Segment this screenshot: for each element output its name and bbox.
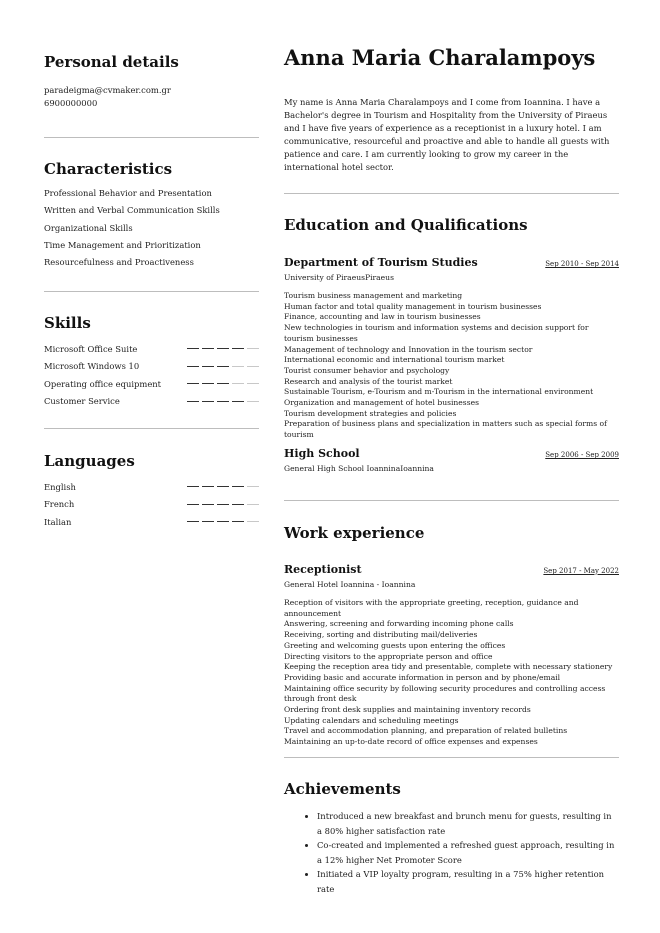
detail-line: Organization and management of hotel businesses	[284, 398, 479, 408]
level-dash-filled	[217, 521, 229, 522]
characteristic-item: Written and Verbal Communication Skills	[44, 205, 220, 216]
level-dash-empty	[232, 366, 244, 367]
language-label: French	[44, 499, 75, 510]
level-dash-filled	[217, 486, 229, 487]
level-dash-empty	[247, 401, 259, 402]
work-entry	[284, 563, 619, 748]
skill-row	[44, 375, 259, 393]
level-dash-empty	[247, 486, 259, 487]
level-dash-filled	[202, 486, 214, 487]
entry-details	[284, 291, 619, 441]
level-dash-filled	[232, 348, 244, 349]
level-dash-filled	[202, 401, 214, 402]
detail-line: Greeting and welcoming guests upon entering the offices	[284, 640, 506, 650]
language-row	[44, 478, 259, 496]
level-dash-filled	[217, 401, 229, 402]
characteristic-item: Professional Behavior and Presentation	[44, 188, 212, 198]
skill-row	[44, 340, 259, 358]
candidate-name: Anna Maria Charalampoys	[284, 45, 596, 70]
achievements-heading: Achievements	[284, 780, 401, 798]
level-dash-empty	[247, 521, 259, 522]
divider	[284, 757, 619, 758]
level-dash-filled	[187, 366, 199, 367]
detail-line: Management of technology and Innovation in the tourism sector	[284, 344, 533, 354]
level-dash-filled	[187, 521, 199, 522]
skills-list	[44, 340, 259, 410]
divider	[284, 500, 619, 501]
level-dash-filled	[202, 348, 214, 349]
detail-line: Human factor and total quality management in tourism businesses	[284, 301, 542, 311]
level-dash-empty	[247, 366, 259, 367]
detail-line: Providing basic and accurate information in person and by phone/email	[284, 672, 561, 682]
work-heading: Work experience	[284, 524, 425, 542]
level-dash-filled	[187, 383, 199, 384]
languages-heading: Languages	[44, 452, 135, 470]
divider	[284, 193, 619, 194]
detail-line: New technologies in tourism and information systems and decision support for tourism businesses	[284, 323, 589, 343]
entry-institution: General High School IoanninaIoannina	[284, 464, 434, 473]
profile-summary: My name is Anna Maria Charalampoys and I come from Ioannina. I have a Bachelor's degree in Tourism and Hospitality from the University of Piraeus and I have five years of experience as a receptionist in a luxury hotel. I am communicative, resourceful and proactive and able to handle all guests with patience and care. I am currently looking to grow my career in the international hotel sector.	[284, 97, 610, 172]
detail-line: Preparation of business plans and specialization in matters such as special forms of tourism	[284, 419, 607, 440]
skill-level-meter	[187, 348, 259, 349]
entry-institution: University of PiraeusPiraeus	[284, 273, 394, 282]
level-dash-filled	[202, 383, 214, 384]
skill-level-meter	[187, 401, 259, 402]
level-dash-empty	[232, 383, 244, 384]
education-entry	[284, 256, 619, 441]
skill-label: Operating office equipment	[44, 378, 162, 389]
detail-line: Maintaining office security by following security procedures and controlling access through front desk	[284, 683, 606, 704]
skills-heading: Skills	[44, 314, 91, 332]
language-row	[44, 496, 259, 514]
detail-line: Ordering front desk supplies and maintaining inventory records	[284, 705, 531, 715]
characteristics-list	[44, 188, 259, 274]
detail-line: Tourist consumer behavior and psychology	[284, 365, 450, 375]
characteristic-item: Resourcefulness and Proactiveness	[44, 257, 194, 268]
detail-line: Tourism business management and marketing	[284, 291, 463, 300]
education-heading: Education and Qualifications	[284, 216, 528, 234]
level-dash-filled	[202, 504, 214, 505]
languages-list	[44, 478, 259, 531]
phone-text: 6900000000	[44, 98, 98, 108]
skill-label: Customer Service	[44, 396, 120, 407]
entry-date: Sep 2006 - Sep 2009	[545, 451, 619, 459]
level-dash-filled	[187, 401, 199, 402]
achievement-item: • Introduced a new breakfast and brunch menu for guests, resulting in a 80% higher satisfaction rate	[317, 809, 619, 838]
skill-row	[44, 358, 259, 376]
detail-line: Finance, accounting and law in tourism businesses	[284, 312, 481, 322]
detail-line: Updating calendars and scheduling meetings	[284, 715, 459, 725]
level-dash-empty	[247, 504, 259, 505]
level-dash-filled	[187, 348, 199, 349]
skill-label: Microsoft Windows 10	[44, 361, 140, 372]
entry-title: High School	[284, 447, 360, 460]
characteristic-item: Time Management and Prioritization	[44, 239, 201, 250]
level-dash-filled	[187, 486, 199, 487]
detail-line: Reception of visitors with the appropriate greeting, reception, guidance and announcement	[284, 598, 579, 618]
education-entry	[284, 447, 619, 473]
skill-row	[44, 393, 259, 411]
language-label: English	[44, 481, 76, 492]
language-row	[44, 513, 259, 531]
level-dash-filled	[232, 504, 244, 505]
detail-line: Answering, screening and forwarding incoming phone calls	[284, 619, 514, 629]
level-dash-filled	[232, 401, 244, 402]
level-dash-filled	[202, 366, 214, 367]
detail-line: Tourism development strategies and policies	[284, 408, 457, 418]
detail-line: Receiving, sorting and distributing mail/deliveries	[284, 630, 478, 640]
level-dash-empty	[247, 383, 259, 384]
divider	[44, 291, 259, 292]
detail-line: Keeping the reception area tidy and presentable, complete with necessary stationery	[284, 662, 613, 672]
achievement-item: • Initiated a VIP loyalty program, resulting in a 75% higher retention rate	[317, 867, 619, 896]
language-level-meter	[187, 486, 259, 487]
email-text: paradeigma@cvmaker.com.gr	[44, 85, 171, 95]
detail-line: International economic and international tourism market	[284, 355, 505, 365]
entry-employer: General Hotel Ioannina - Ioannina	[284, 580, 416, 589]
personal-details-heading: Personal details	[44, 53, 179, 71]
language-label: Italian	[44, 516, 72, 527]
level-dash-filled	[217, 366, 229, 367]
level-dash-filled	[232, 521, 244, 522]
divider	[44, 137, 259, 138]
level-dash-filled	[232, 486, 244, 487]
skill-level-meter	[187, 366, 259, 367]
detail-line: Directing visitors to the appropriate person and office	[284, 651, 493, 661]
entry-title: Receptionist	[284, 563, 362, 576]
level-dash-filled	[217, 504, 229, 505]
entry-date: Sep 2017 - May 2022	[543, 567, 619, 575]
detail-line: Maintaining an up-to-date record of office expenses and expenses	[284, 737, 538, 747]
language-level-meter	[187, 521, 259, 522]
detail-line: Travel and accommodation planning, and preparation of related bulletins	[284, 726, 568, 736]
entry-date: Sep 2010 - Sep 2014	[545, 260, 619, 268]
level-dash-filled	[187, 504, 199, 505]
level-dash-filled	[202, 521, 214, 522]
divider	[44, 428, 259, 429]
detail-line: Sustainable Tourism, e-Tourism and m-Tourism in the international environment	[284, 387, 594, 397]
level-dash-filled	[217, 348, 229, 349]
entry-title: Department of Tourism Studies	[284, 256, 478, 269]
achievements-list	[284, 809, 619, 896]
characteristic-item: Organizational Skills	[44, 222, 133, 233]
language-level-meter	[187, 504, 259, 505]
level-dash-filled	[217, 383, 229, 384]
characteristics-heading: Characteristics	[44, 160, 173, 178]
level-dash-empty	[247, 348, 259, 349]
entry-details	[284, 598, 619, 748]
detail-line: Research and analysis of the tourist market	[284, 376, 453, 386]
achievement-item: • Co-created and implemented a refreshed guest approach, resulting in a 12% higher Net Promoter Score	[317, 838, 619, 867]
skill-level-meter	[187, 383, 259, 384]
skill-label: Microsoft Office Suite	[44, 343, 138, 354]
